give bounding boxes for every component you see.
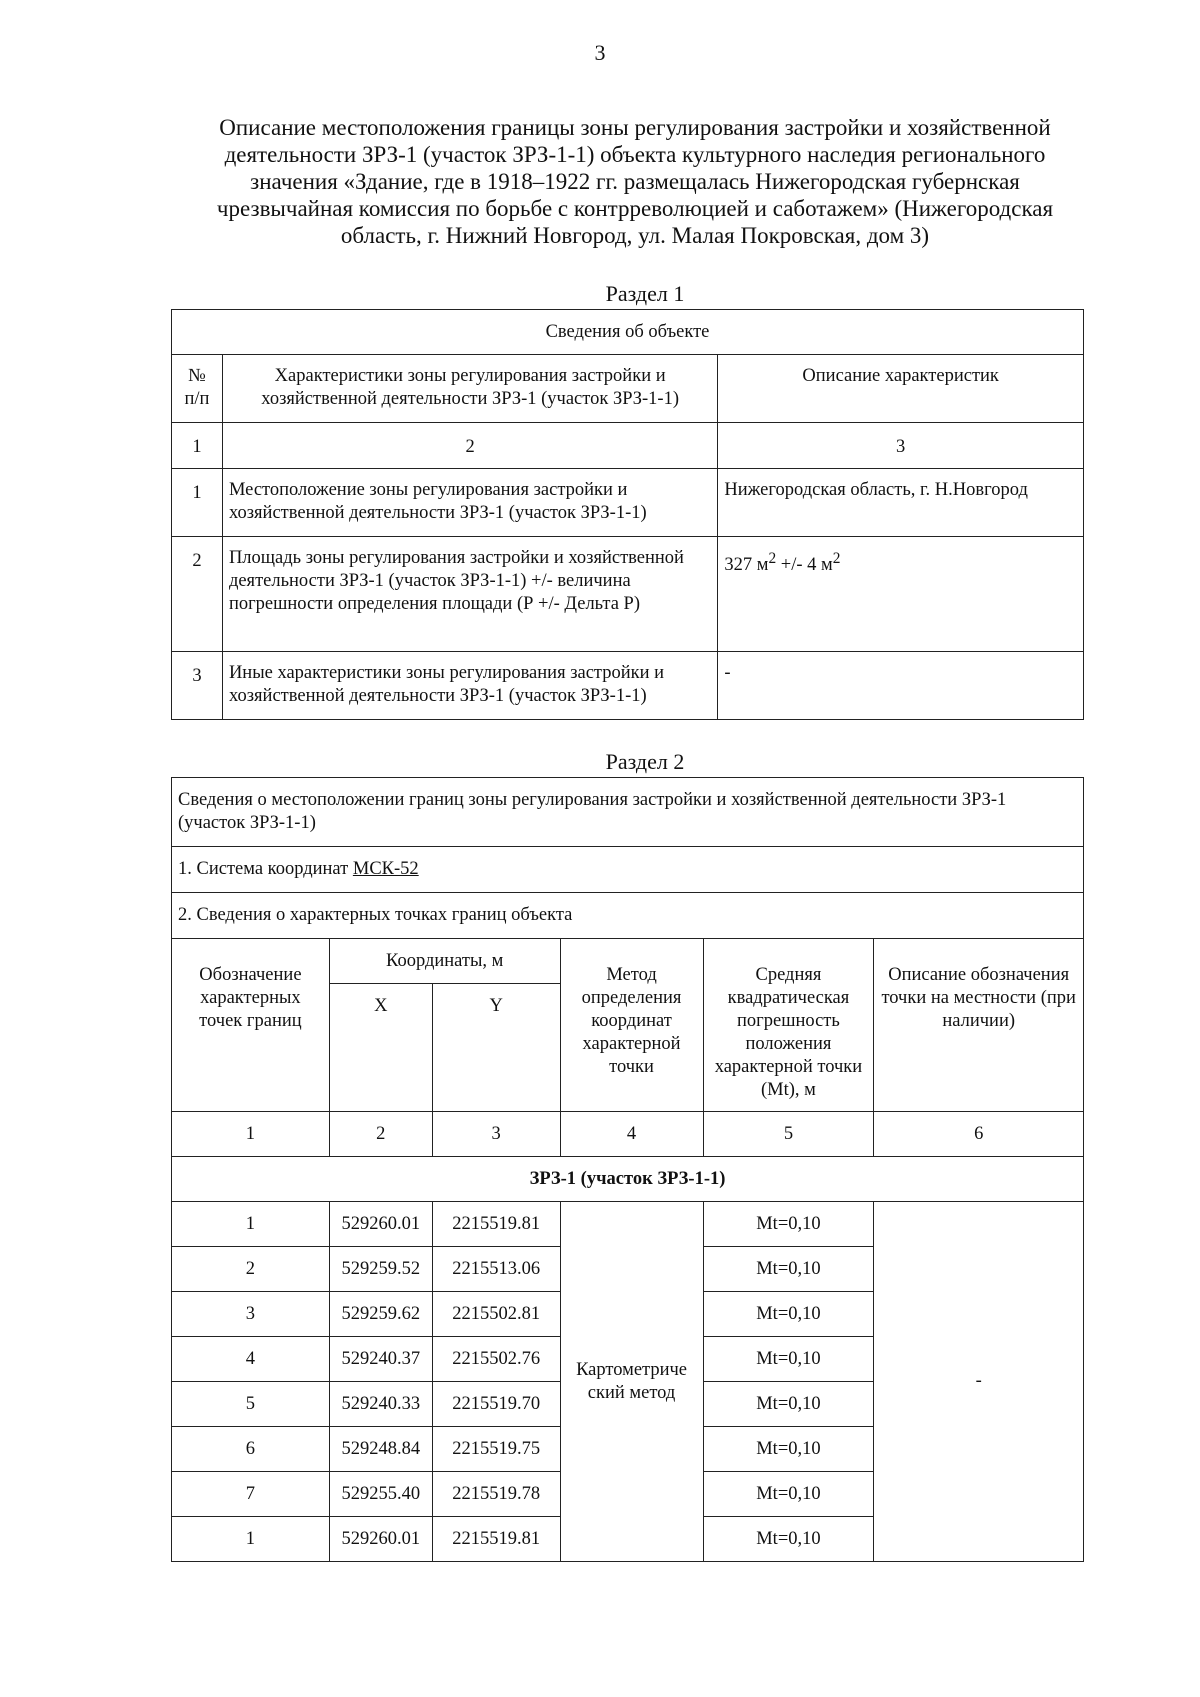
header-description: Описание характеристик — [718, 355, 1084, 423]
column-number: 1 — [172, 423, 223, 469]
point-id: 1 — [172, 1202, 330, 1247]
row-number: 2 — [172, 537, 223, 652]
column-number: 6 — [874, 1112, 1084, 1157]
point-y: 2215502.81 — [432, 1292, 560, 1337]
header-number-line: п/п — [184, 389, 210, 409]
object-info-table — [171, 309, 1084, 720]
column-number: 1 — [172, 1112, 330, 1157]
point-y: 2215519.81 — [432, 1202, 560, 1247]
section-1-label: Раздел 1 — [605, 281, 685, 306]
description-value: - — [874, 1202, 1084, 1562]
point-id: 3 — [172, 1292, 330, 1337]
point-error: Mt=0,10 — [703, 1202, 874, 1247]
point-x: 529260.01 — [329, 1202, 432, 1247]
area-unit-exponent: 2 — [768, 550, 777, 567]
point-y: 2215519.70 — [432, 1382, 560, 1427]
coordinate-system-row — [172, 847, 1084, 893]
points-caption: 2. Сведения о характерных точках границ объекта — [172, 893, 1084, 939]
section-2-label: Раздел 2 — [605, 749, 685, 774]
point-x: 529240.37 — [329, 1337, 432, 1382]
point-error: Mt=0,10 — [703, 1517, 874, 1562]
coordinate-system-label: 1. Система координат — [178, 859, 353, 879]
point-id: 1 — [172, 1517, 330, 1562]
header-number-line: № — [188, 366, 206, 386]
table-row — [172, 1202, 1084, 1247]
point-id: 2 — [172, 1247, 330, 1292]
point-error: Mt=0,10 — [703, 1292, 874, 1337]
header-description: Описание обозначения точки на местности (при наличии) — [874, 939, 1084, 1112]
row-name: Площадь зоны регулирования застройки и хозяйственной деятельности ЗРЗ-1 (участок ЗРЗ-1-1) +/- величина погрешности определения площади (Р +/- Дельта Р) — [222, 537, 717, 652]
point-error: Mt=0,10 — [703, 1427, 874, 1472]
point-y: 2215513.06 — [432, 1247, 560, 1292]
table-row — [172, 469, 1084, 537]
point-id: 6 — [172, 1427, 330, 1472]
title-line: чрезвычайная комиссия по борьбе с контрреволюцией и саботажем» (Нижегородская — [216, 196, 1054, 221]
point-x: 529259.52 — [329, 1247, 432, 1292]
point-id: 5 — [172, 1382, 330, 1427]
column-number: 4 — [560, 1112, 703, 1157]
row-value — [718, 537, 1084, 652]
method-value: Картометриче ский метод — [560, 1202, 703, 1562]
area-error: +/- 4 м — [776, 555, 833, 576]
object-info-caption: Сведения об объекте — [172, 310, 1084, 355]
row-number: 3 — [172, 652, 223, 720]
header-number — [172, 355, 223, 423]
coordinate-system-value: МСК-52 — [352, 859, 419, 879]
header-coordinates: Координаты, м — [329, 939, 560, 984]
error-unit-exponent: 2 — [832, 550, 841, 567]
point-y: 2215519.78 — [432, 1472, 560, 1517]
document-title — [195, 114, 1075, 249]
header-characteristics: Характеристики зоны регулирования застройки и хозяйственной деятельности ЗРЗ-1 (участок ЗРЗ-1-1) — [222, 355, 717, 423]
point-y: 2215519.75 — [432, 1427, 560, 1472]
title-line: деятельности ЗРЗ-1 (участок ЗРЗ-1-1) объекта культурного наследия регионального — [224, 142, 1046, 167]
row-number: 1 — [172, 469, 223, 537]
boundary-points-table — [171, 777, 1084, 1562]
title-line: значения «Здание, где в 1918–1922 гг. размещалась Нижегородская губернская — [250, 169, 1020, 194]
point-x: 529255.40 — [329, 1472, 432, 1517]
column-number: 3 — [432, 1112, 560, 1157]
area-value: 327 м — [724, 555, 769, 576]
table-row — [172, 537, 1084, 652]
row-name: Иные характеристики зоны регулирования застройки и хозяйственной деятельности ЗРЗ-1 (участок ЗРЗ-1-1) — [222, 652, 717, 720]
header-point-id: Обозначение характерных точек границ — [172, 939, 330, 1112]
page-number: 3 — [594, 40, 606, 65]
row-value: Нижегородская область, г. Н.Новгород — [718, 469, 1084, 537]
point-y: 2215519.81 — [432, 1517, 560, 1562]
point-error: Mt=0,10 — [703, 1337, 874, 1382]
location-caption: Сведения о местоположении границ зоны регулирования застройки и хозяйственной деятельности ЗРЗ-1 (участок ЗРЗ-1-1) — [172, 778, 1084, 847]
column-number: 2 — [222, 423, 717, 469]
point-id: 4 — [172, 1337, 330, 1382]
header-x: X — [329, 984, 432, 1112]
column-number: 5 — [703, 1112, 874, 1157]
table-row — [172, 652, 1084, 720]
point-y: 2215502.76 — [432, 1337, 560, 1382]
header-method: Метод определения координат характерной точки — [560, 939, 703, 1112]
point-x: 529248.84 — [329, 1427, 432, 1472]
point-x: 529260.01 — [329, 1517, 432, 1562]
row-name: Местоположение зоны регулирования застройки и хозяйственной деятельности ЗРЗ-1 (участок ЗРЗ-1-1) — [222, 469, 717, 537]
point-error: Mt=0,10 — [703, 1247, 874, 1292]
header-error: Средняя квадратическая погрешность положения характерной точки (Mt), м — [703, 939, 874, 1112]
point-error: Mt=0,10 — [703, 1472, 874, 1517]
title-line: Описание местоположения границы зоны регулирования застройки и хозяйственной — [219, 115, 1051, 140]
column-number: 3 — [718, 423, 1084, 469]
point-x: 529259.62 — [329, 1292, 432, 1337]
point-id: 7 — [172, 1472, 330, 1517]
header-y: Y — [432, 984, 560, 1112]
row-value: - — [718, 652, 1084, 720]
column-number: 2 — [329, 1112, 432, 1157]
title-line: область, г. Нижний Новгород, ул. Малая Покровская, дом 3) — [340, 223, 930, 248]
point-error: Mt=0,10 — [703, 1382, 874, 1427]
point-x: 529240.33 — [329, 1382, 432, 1427]
zone-label: ЗРЗ-1 (участок ЗРЗ-1-1) — [172, 1157, 1084, 1202]
